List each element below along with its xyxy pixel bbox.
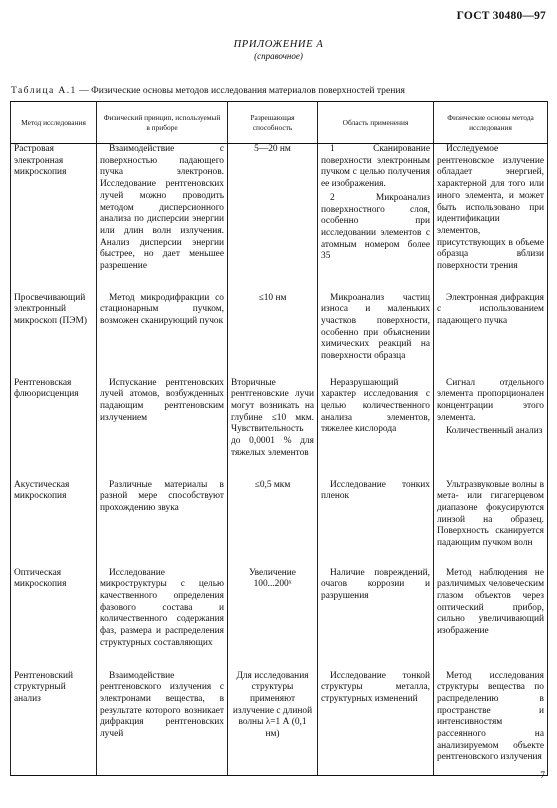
- table-caption: [11, 85, 405, 96]
- table-row: [11, 293, 548, 378]
- application-cell: Микроанализ частиц износа и маленьких участков поверхности, особенно при объяснении химических реакций на поверхности образца: [318, 293, 434, 378]
- basis-cell: Электронная дифракция с использованием падающего пучка: [434, 293, 548, 378]
- table-row: [11, 144, 548, 293]
- column-header: Физический принцип, используемый в приборе: [97, 102, 228, 144]
- resolution-cell: Вторичные рентгеновские лучи могут возникать на глубине ≤10 мкм. Чувствительность до 0,0001 % для тяжелых элементов: [228, 378, 318, 480]
- method-cell: Просвечивающий электронный микроскоп (ПЭМ): [11, 293, 97, 378]
- method-cell: Растровая электронная микроскопия: [11, 144, 97, 293]
- methods-table: [10, 101, 548, 776]
- table-caption-label: Таблица А.1: [11, 85, 77, 96]
- resolution-cell: Увеличение 100...200ˣ: [228, 568, 318, 671]
- method-cell: Акустическая микроскопия: [11, 480, 97, 568]
- method-cell: Рентгеновский структурный анализ: [11, 671, 97, 776]
- table-row: [11, 568, 548, 671]
- method-cell: Оптическая микроскопия: [11, 568, 97, 671]
- principle-cell: Различные материалы в разной мере способствуют прохождению звука: [97, 480, 228, 568]
- basis-cell: Ультразвуковые волны в мета- или гигагерцевом диапазоне фокусируются линзой на образец. Поверхность сканируется падающим пучком волн: [434, 480, 548, 568]
- principle-cell: Метод микродифракции со стационарным пучком, возможен сканирующий пучок: [97, 293, 228, 378]
- column-header: Физические основы метода исследования: [434, 102, 548, 144]
- resolution-cell: Для исследования структуры применяют излучение с длиной волны λ=1 А (0,1 нм): [228, 671, 318, 776]
- basis-cell: Метод исследования структуры вещества по распределению в пространстве и интенсивностям рассеянного на анализируемом объекте рентгеновского излучения: [434, 671, 548, 776]
- resolution-cell: 5—20 нм: [228, 144, 318, 293]
- appendix-title: ПРИЛОЖЕНИЕ А: [233, 39, 324, 50]
- basis-cell: Метод наблюдения не различимых человеческим глазом объектов через оптический прибор, сильно увеличивающий изображение: [434, 568, 548, 671]
- column-header: Разрешающая способность: [228, 102, 318, 144]
- table-header-row: [11, 102, 548, 144]
- method-cell: Рентгеновская флюорисценция: [11, 378, 97, 480]
- principle-cell: Исследование микроструктуры с целью качественного определения фазового состава и количественного содержания фаз, размера и распределения структурных составляющих: [97, 568, 228, 671]
- basis-cell: Исследуемое рентгеновское излучение обладает энергией, характерной для того или иного элемента, и может быть использовано при идентификации элементов, присутствующих в объеме образца вблизи поверхности трения: [434, 144, 548, 293]
- application-cell: Наличие повреждений, очагов коррозии и разрушения: [318, 568, 434, 671]
- basis-cell: Сигнал отдельного элемента пропорционален концентрации этого элемента. Количественный анализ: [434, 378, 548, 480]
- column-header: Метод исследования: [11, 102, 97, 144]
- standard-code: ГОСТ 30480—97: [456, 10, 546, 22]
- resolution-cell: ≤10 нм: [228, 293, 318, 378]
- principle-cell: Взаимодействие с поверхностью падающего пучка электронов. Исследование рентгеновских лучей можно проводить методом дисперсионного анализа по дисперсии энергии или длин волн излучения. Анализ дисперсии энергии быстрее, но дает меньшее разрешение: [97, 144, 228, 293]
- principle-cell: Испускание рентгеновских лучей атомов, возбужденных падающим рентгеновским излучением: [97, 378, 228, 480]
- application-cell: Неразрушающий характер исследования с целью количественного анализа элементов, тяжелее кислорода: [318, 378, 434, 480]
- table-row: [11, 671, 548, 776]
- column-header: Область применения: [318, 102, 434, 144]
- table-caption-text: — Физические основы методов исследования материалов поверхностей трения: [76, 85, 405, 96]
- application-cell: Исследование тонких пленок: [318, 480, 434, 568]
- principle-cell: Взаимодействие рентгеновского излучения с электронами вещества, в результате которого возникает дифракция рентгеновских лучей: [97, 671, 228, 776]
- table-row: [11, 378, 548, 480]
- resolution-cell: ≤0,5 мкм: [228, 480, 318, 568]
- table-row: [11, 480, 548, 568]
- application-cell: 1 Сканирование поверхности электронным пучком с целью получения ее изображения. 2 Микроанализ поверхностного слоя, особенно при исследовании элементов с атомным номером более 35: [318, 144, 434, 293]
- application-cell: Исследование тонкой структуры металла, структурных изменений: [318, 671, 434, 776]
- appendix-subtitle: (справочное): [254, 51, 303, 61]
- page-number: 7: [540, 771, 545, 781]
